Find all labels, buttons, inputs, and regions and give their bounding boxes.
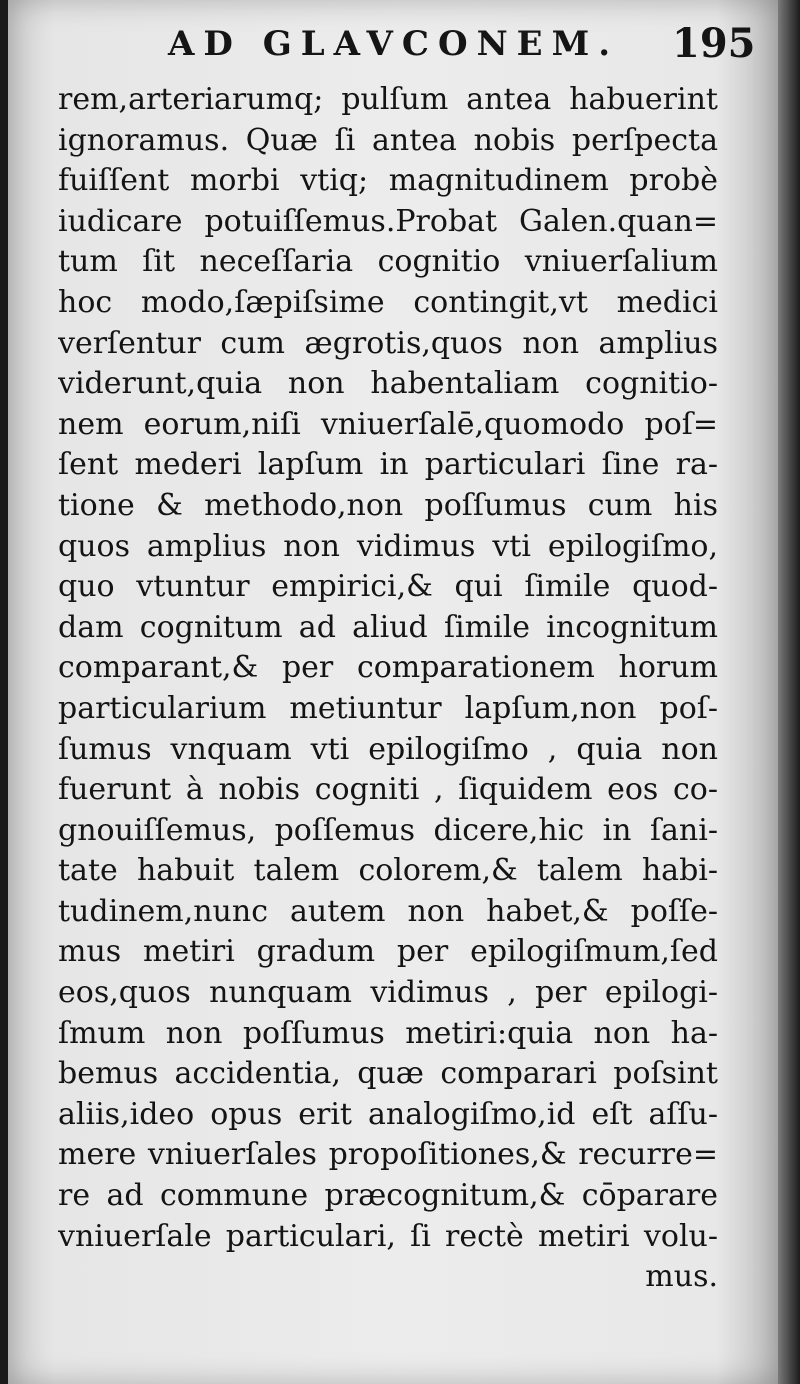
text-line: fuerunt à nobis cogniti , ſiquidem eos co-	[58, 772, 718, 808]
text-line: particularium metiuntur lapſum,non poſ-	[58, 690, 718, 726]
text-line: re ad commune præcognitum,& cōparare	[58, 1178, 718, 1214]
text-line: eos,quos nunquam vidimus , per epilogi-	[58, 975, 718, 1011]
text-line: verſentur cum ægrotis,quos non amplius	[58, 325, 718, 361]
text-line-final: mus.	[645, 1259, 718, 1295]
text-line: mere vniuerſales propoſitiones,& recurre=	[58, 1137, 718, 1173]
text-line: iudicare potuiſſemus.Probat Galen.quan=	[58, 203, 718, 239]
text-line: rem,arteriarumq; pulſum antea habuerint	[58, 82, 718, 117]
text-line: ſent mederi lapſum in particulari ſine ra-	[58, 447, 718, 483]
text-line: nem eorum,niſi vniuerſalē,quomodo poſ=	[58, 406, 718, 442]
text-line: quos amplius non vidimus vti epilogiſmo,	[58, 528, 718, 564]
text-line: tate habuit talem colorem,& talem habi-	[58, 853, 718, 889]
page-gutter-shadow	[778, 0, 800, 1384]
text-line: hoc modo,ſæpiſsime contingit,vt medici	[58, 284, 718, 320]
text-line: quo vtuntur empirici,& qui ſimile quod-	[58, 569, 718, 605]
body-text	[58, 80, 718, 1298]
book-page	[8, 0, 778, 1384]
text-line: dam cognitum ad aliud ſimile incognitum	[58, 609, 718, 645]
page-number: 195	[672, 20, 756, 67]
text-line: ignoramus. Quæ ſi antea nobis perſpecta	[58, 122, 718, 158]
text-line: gnouiſſemus, poſſemus dicere,hic in ſani-	[58, 812, 718, 848]
text-line: ſmum non poſſumus metiri:quia non ha-	[58, 1015, 718, 1051]
page-header	[8, 20, 778, 70]
text-line: viderunt,quia non habentaliam cognitio-	[58, 366, 718, 402]
text-line: comparant,& per comparationem horum	[58, 650, 718, 686]
text-line: vniuerſale particulari, ſi rectè metiri volu-	[58, 1218, 718, 1254]
text-line: fuiſſent morbi vtiq; magnitudinem probè	[58, 163, 718, 199]
text-line: mus metiri gradum per epilogiſmum,ſed	[58, 934, 718, 970]
text-line: tudinem,nunc autem non habet,& poſſe-	[58, 893, 718, 929]
text-line: ſumus vnquam vti epilogiſmo , quia non	[58, 731, 718, 767]
running-title: AD GLAVCONEM.	[168, 24, 620, 64]
text-line: tione & methodo,non poſſumus cum his	[58, 487, 718, 523]
text-line: aliis,ideo opus erit analogiſmo,id eſt aſſu-	[58, 1096, 718, 1132]
text-line: tum ſit neceſſaria cognitio vniuerſalium	[58, 244, 718, 280]
text-line: bemus accidentia, quæ comparari poſsint	[58, 1056, 718, 1092]
